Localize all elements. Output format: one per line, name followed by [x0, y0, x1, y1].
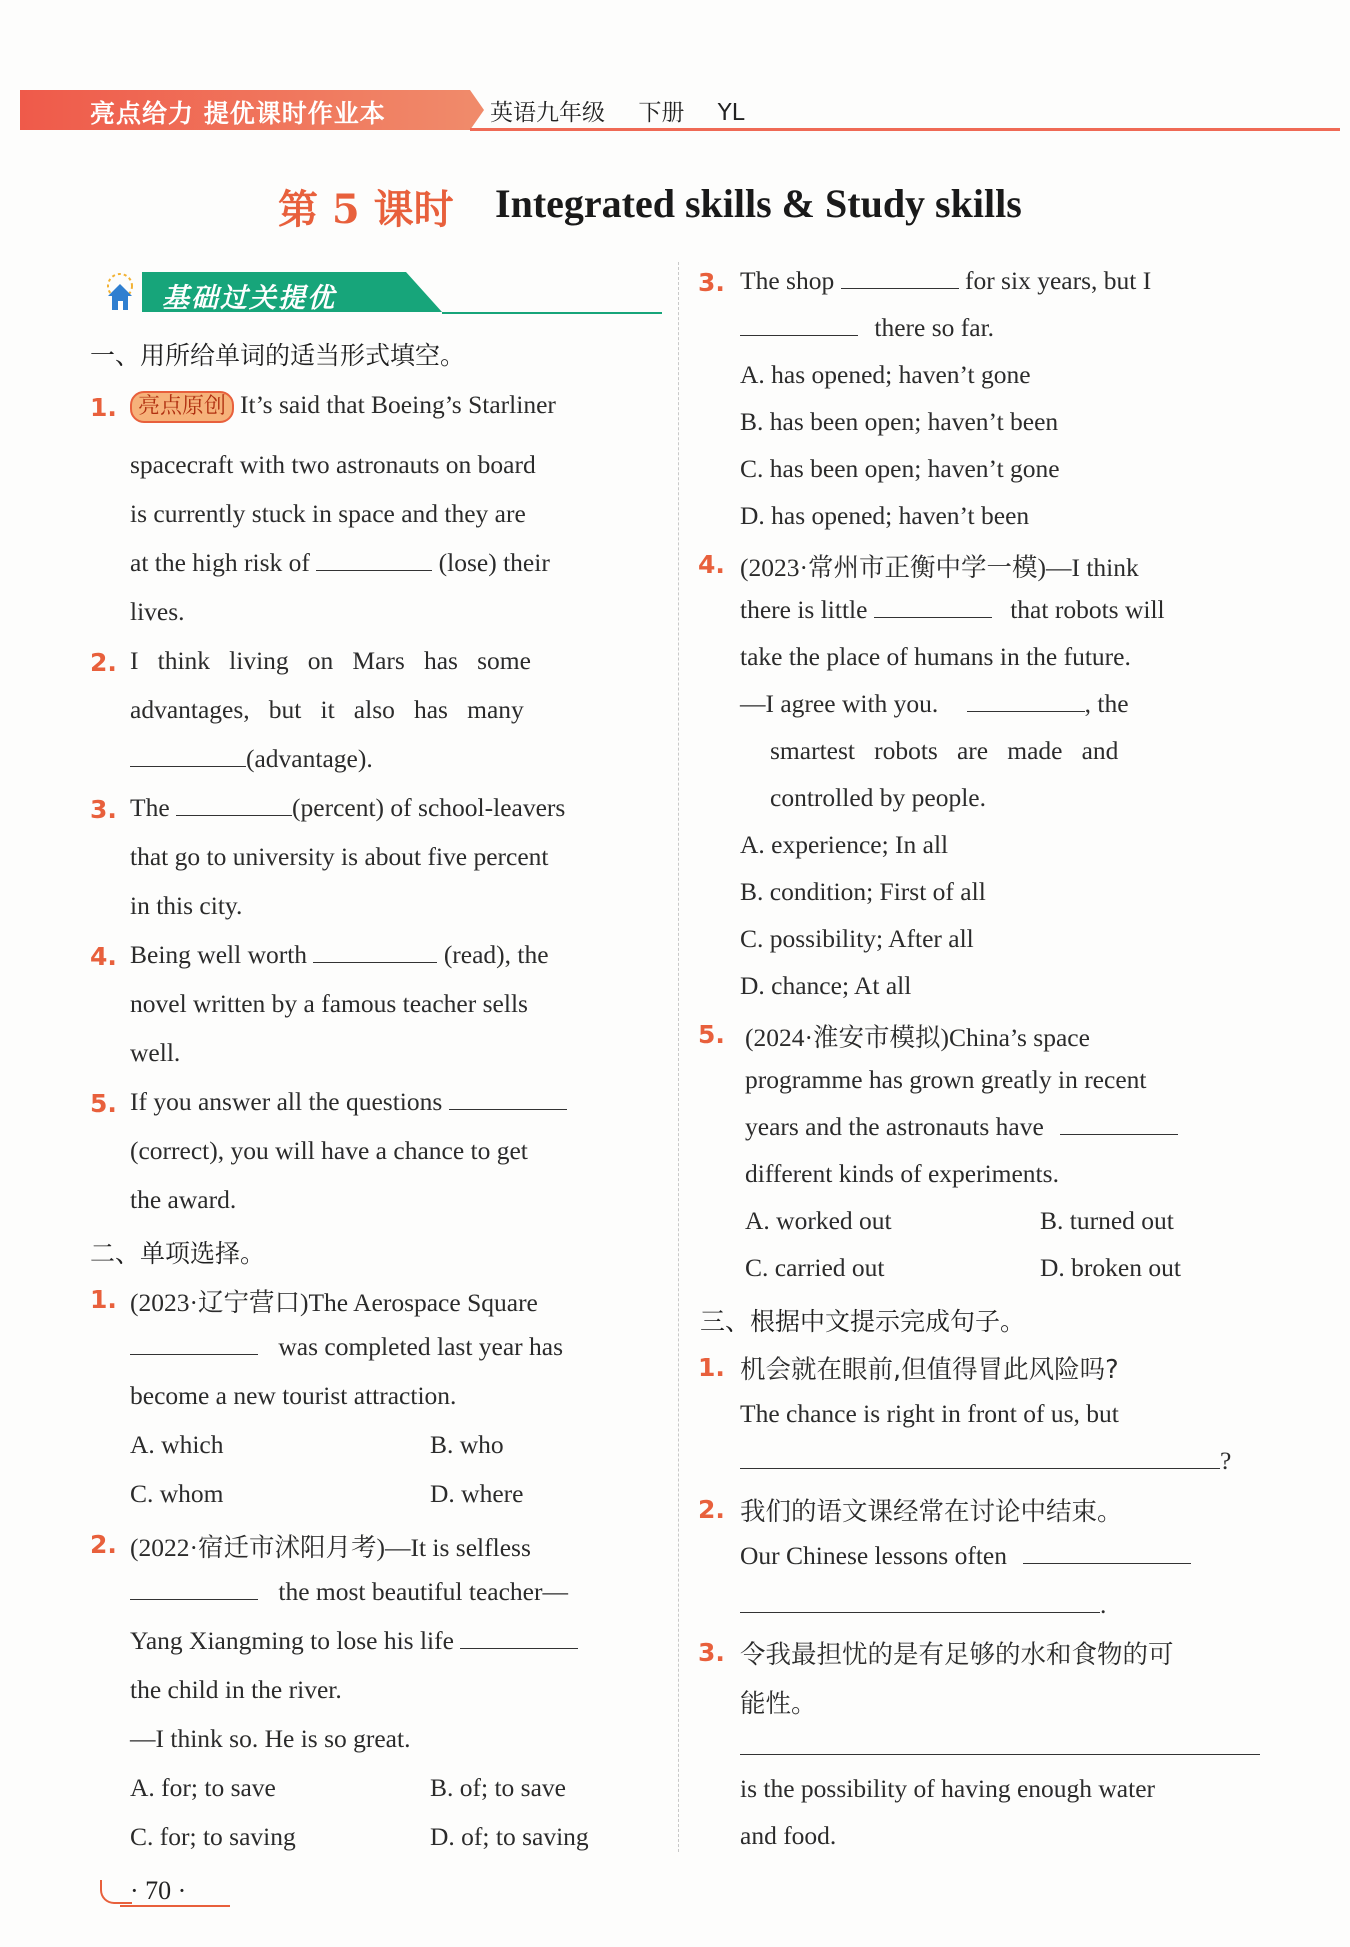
s2-q1-option-a[interactable]: A. which [130, 1430, 224, 1459]
s1-q4-number: 4. [90, 942, 117, 971]
s2-q5-line4: different kinds of experiments. [745, 1159, 1059, 1188]
s2-q2-line2: the most beautiful teacher— [130, 1577, 568, 1607]
header-brand: 亮点给力 提优课时作业本 [90, 99, 386, 128]
s1-q2-line3: (advantage). [130, 744, 373, 774]
s2-q5-option-c[interactable]: C. carried out [745, 1253, 885, 1282]
s1-q4-line3: well. [130, 1038, 181, 1067]
s2-q4-line1: (2023·常州市正衡中学一模)—I think [740, 553, 1139, 582]
s2-q5-option-b[interactable]: B. turned out [1040, 1206, 1174, 1235]
s1-q4-line1: Being well worth (read), the [130, 940, 549, 969]
house-icon [100, 270, 140, 314]
s2-q3-option-a[interactable]: A. has opened; haven’t gone [740, 360, 1031, 389]
s2-q4-option-a[interactable]: A. experience; In all [740, 830, 949, 859]
answer-blank[interactable] [176, 795, 292, 816]
s2-q2-line1: (2022·宿迁市沭阳月考)—It is selfless [130, 1533, 531, 1562]
s1-q5-line2: (correct), you will have a chance to get [130, 1136, 528, 1165]
s3-q2-line2: . [740, 1590, 1106, 1620]
s2-q5-line1: (2024·淮安市模拟)China’s space [745, 1023, 1090, 1052]
footer-rule [120, 1905, 230, 1907]
s2-q3-line1: The shop for six years, but I [740, 266, 1152, 295]
s3-q1-number: 1. [698, 1353, 725, 1382]
s2-q1-option-b[interactable]: B. who [430, 1430, 504, 1459]
s2-q4-option-d[interactable]: D. chance; At all [740, 971, 912, 1000]
s3-q3-blank-line [740, 1732, 1260, 1762]
page-title: Integrated skills & Study skills [495, 181, 1022, 226]
answer-blank[interactable] [967, 691, 1085, 712]
s2-q3-option-b[interactable]: B. has been open; haven’t been [740, 407, 1059, 436]
s3-q1-line1: The chance is right in front of us, but [740, 1399, 1119, 1428]
s1-q1-number: 1. [90, 393, 117, 422]
s3-q3-number: 3. [698, 1638, 725, 1667]
s2-q5-line2: programme has grown greatly in recent [745, 1065, 1147, 1094]
s2-q2-option-d[interactable]: D. of; to saving [430, 1822, 589, 1851]
header-rule [470, 128, 1340, 131]
s2-q5-option-a[interactable]: A. worked out [745, 1206, 892, 1235]
s1-q5-line1: If you answer all the questions [130, 1087, 567, 1117]
s3-q2-number: 2. [698, 1495, 725, 1524]
header-course [490, 94, 771, 127]
s2-q3-option-c[interactable]: C. has been open; haven’t gone [740, 454, 1060, 483]
answer-blank[interactable] [130, 1579, 258, 1600]
s2-q1-line3: become a new tourist attraction. [130, 1381, 457, 1410]
s3-q1-line2: ? [740, 1446, 1231, 1476]
header-banner-notch [470, 90, 484, 130]
s2-q4-line4: —I agree with you. , the [740, 689, 1129, 718]
s1-q2-number: 2. [90, 648, 117, 677]
badge-label: 基础过关提优 [162, 283, 336, 314]
s1-q5-number: 5. [90, 1089, 117, 1118]
s3-q3-line2: and food. [740, 1821, 837, 1850]
s2-q4-number: 4. [698, 550, 725, 579]
s2-q1-line2: was completed last year has [130, 1332, 563, 1362]
s2-q4-line2: there is little that robots will [740, 595, 1165, 624]
s3-q3-line1: is the possibility of having enough water [740, 1774, 1156, 1803]
s1-q4-line2: novel written by a famous teacher sells [130, 989, 528, 1018]
lesson-number: 第 5 课时 [278, 186, 454, 233]
answer-blank[interactable] [460, 1628, 578, 1649]
s2-q5-number: 5. [698, 1020, 725, 1049]
s2-q4-line5: smartest robots are made and [770, 736, 1119, 765]
answer-blank[interactable] [841, 268, 959, 289]
s2-q4-option-c[interactable]: C. possibility; After all [740, 924, 974, 953]
answer-blank[interactable] [740, 1592, 1100, 1613]
s2-q3-number: 3. [698, 268, 725, 297]
s2-q2-option-c[interactable]: C. for; to saving [130, 1822, 296, 1851]
s2-q1-line1: (2023·辽宁营口)The Aerospace Square [130, 1288, 538, 1317]
s2-q2-line3: Yang Xiangming to lose his life [130, 1626, 578, 1656]
s2-q1-option-c[interactable]: C. whom [130, 1479, 224, 1508]
section1-heading: 一、用所给单词的适当形式填空。 [90, 341, 466, 370]
s1-q3-line1: The (percent) of school-leavers [130, 793, 566, 822]
s2-q5-option-d[interactable]: D. broken out [1040, 1253, 1181, 1282]
s2-q4-option-b[interactable]: B. condition; First of all [740, 877, 986, 906]
s2-q2-option-a[interactable]: A. for; to save [130, 1773, 276, 1802]
s1-q2-line2: advantages, but it also has many [130, 695, 524, 724]
s2-q4-line6: controlled by people. [770, 783, 986, 812]
header-volume: 下册 [638, 100, 685, 126]
s3-q2-chinese: 我们的语文课经常在讨论中结束。 [740, 1497, 1123, 1527]
s2-q2-option-b[interactable]: B. of; to save [430, 1773, 566, 1802]
s1-q1-line3: is currently stuck in space and they are [130, 499, 526, 528]
s1-q1-line5: lives. [130, 597, 185, 626]
section2-heading: 二、单项选择。 [90, 1239, 266, 1268]
s1-q5-line3: the award. [130, 1185, 237, 1214]
section3-heading: 三、根据中文提示完成句子。 [700, 1307, 1026, 1336]
answer-blank[interactable] [1060, 1114, 1178, 1135]
answer-blank[interactable] [874, 597, 992, 618]
header-grade: 英语九年级 [490, 100, 605, 126]
answer-blank[interactable] [740, 1734, 1260, 1755]
s2-q2-line4: the child in the river. [130, 1675, 342, 1704]
original-tag: 亮点原创 [130, 391, 234, 423]
answer-blank[interactable] [130, 746, 246, 767]
s1-q3-line2: that go to university is about five percent [130, 842, 549, 871]
footer-ornament [100, 1880, 132, 1904]
s3-q1-chinese: 机会就在眼前,但值得冒此风险吗? [740, 1355, 1119, 1385]
answer-blank[interactable] [740, 315, 858, 336]
s1-q3-line3: in this city. [130, 891, 243, 920]
s2-q1-number: 1. [90, 1285, 117, 1314]
s2-q3-option-d[interactable]: D. has opened; haven’t been [740, 501, 1030, 530]
header-edition: YL [717, 100, 745, 126]
s3-q2-line1: Our Chinese lessons often [740, 1541, 1191, 1571]
page-number: · 70 · [130, 1876, 187, 1905]
s3-q3-chinese-line1: 令我最担忧的是有足够的水和食物的可 [740, 1640, 1174, 1670]
answer-blank[interactable] [130, 1334, 258, 1355]
answer-blank[interactable] [313, 942, 437, 963]
s2-q3-line2: there so far. [740, 313, 994, 343]
answer-blank[interactable] [449, 1089, 567, 1110]
s1-q2-line1: I think living on Mars has some [130, 646, 531, 675]
answer-blank[interactable] [316, 550, 432, 571]
s2-q2-line5: —I think so. He is so great. [130, 1724, 411, 1753]
s1-q1-line2: spacecraft with two astronauts on board [130, 450, 536, 479]
s1-q1-line4: at the high risk of (lose) their [130, 548, 550, 577]
s1-q3-number: 3. [90, 795, 117, 824]
answer-blank[interactable] [740, 1448, 1220, 1469]
s2-q2-number: 2. [90, 1530, 117, 1559]
answer-blank[interactable] [1023, 1543, 1191, 1564]
s2-q4-line3: take the place of humans in the future. [740, 642, 1131, 671]
s2-q5-line3: years and the astronauts have [745, 1112, 1178, 1142]
s2-q1-option-d[interactable]: D. where [430, 1479, 524, 1508]
s3-q3-chinese-line2: 能性。 [740, 1689, 817, 1719]
badge-underline [442, 312, 662, 314]
s1-q1-line1: 亮点原创 It’s said that Boeing’s Starliner [130, 390, 556, 423]
section-badge [92, 268, 662, 318]
column-divider [678, 262, 679, 1852]
